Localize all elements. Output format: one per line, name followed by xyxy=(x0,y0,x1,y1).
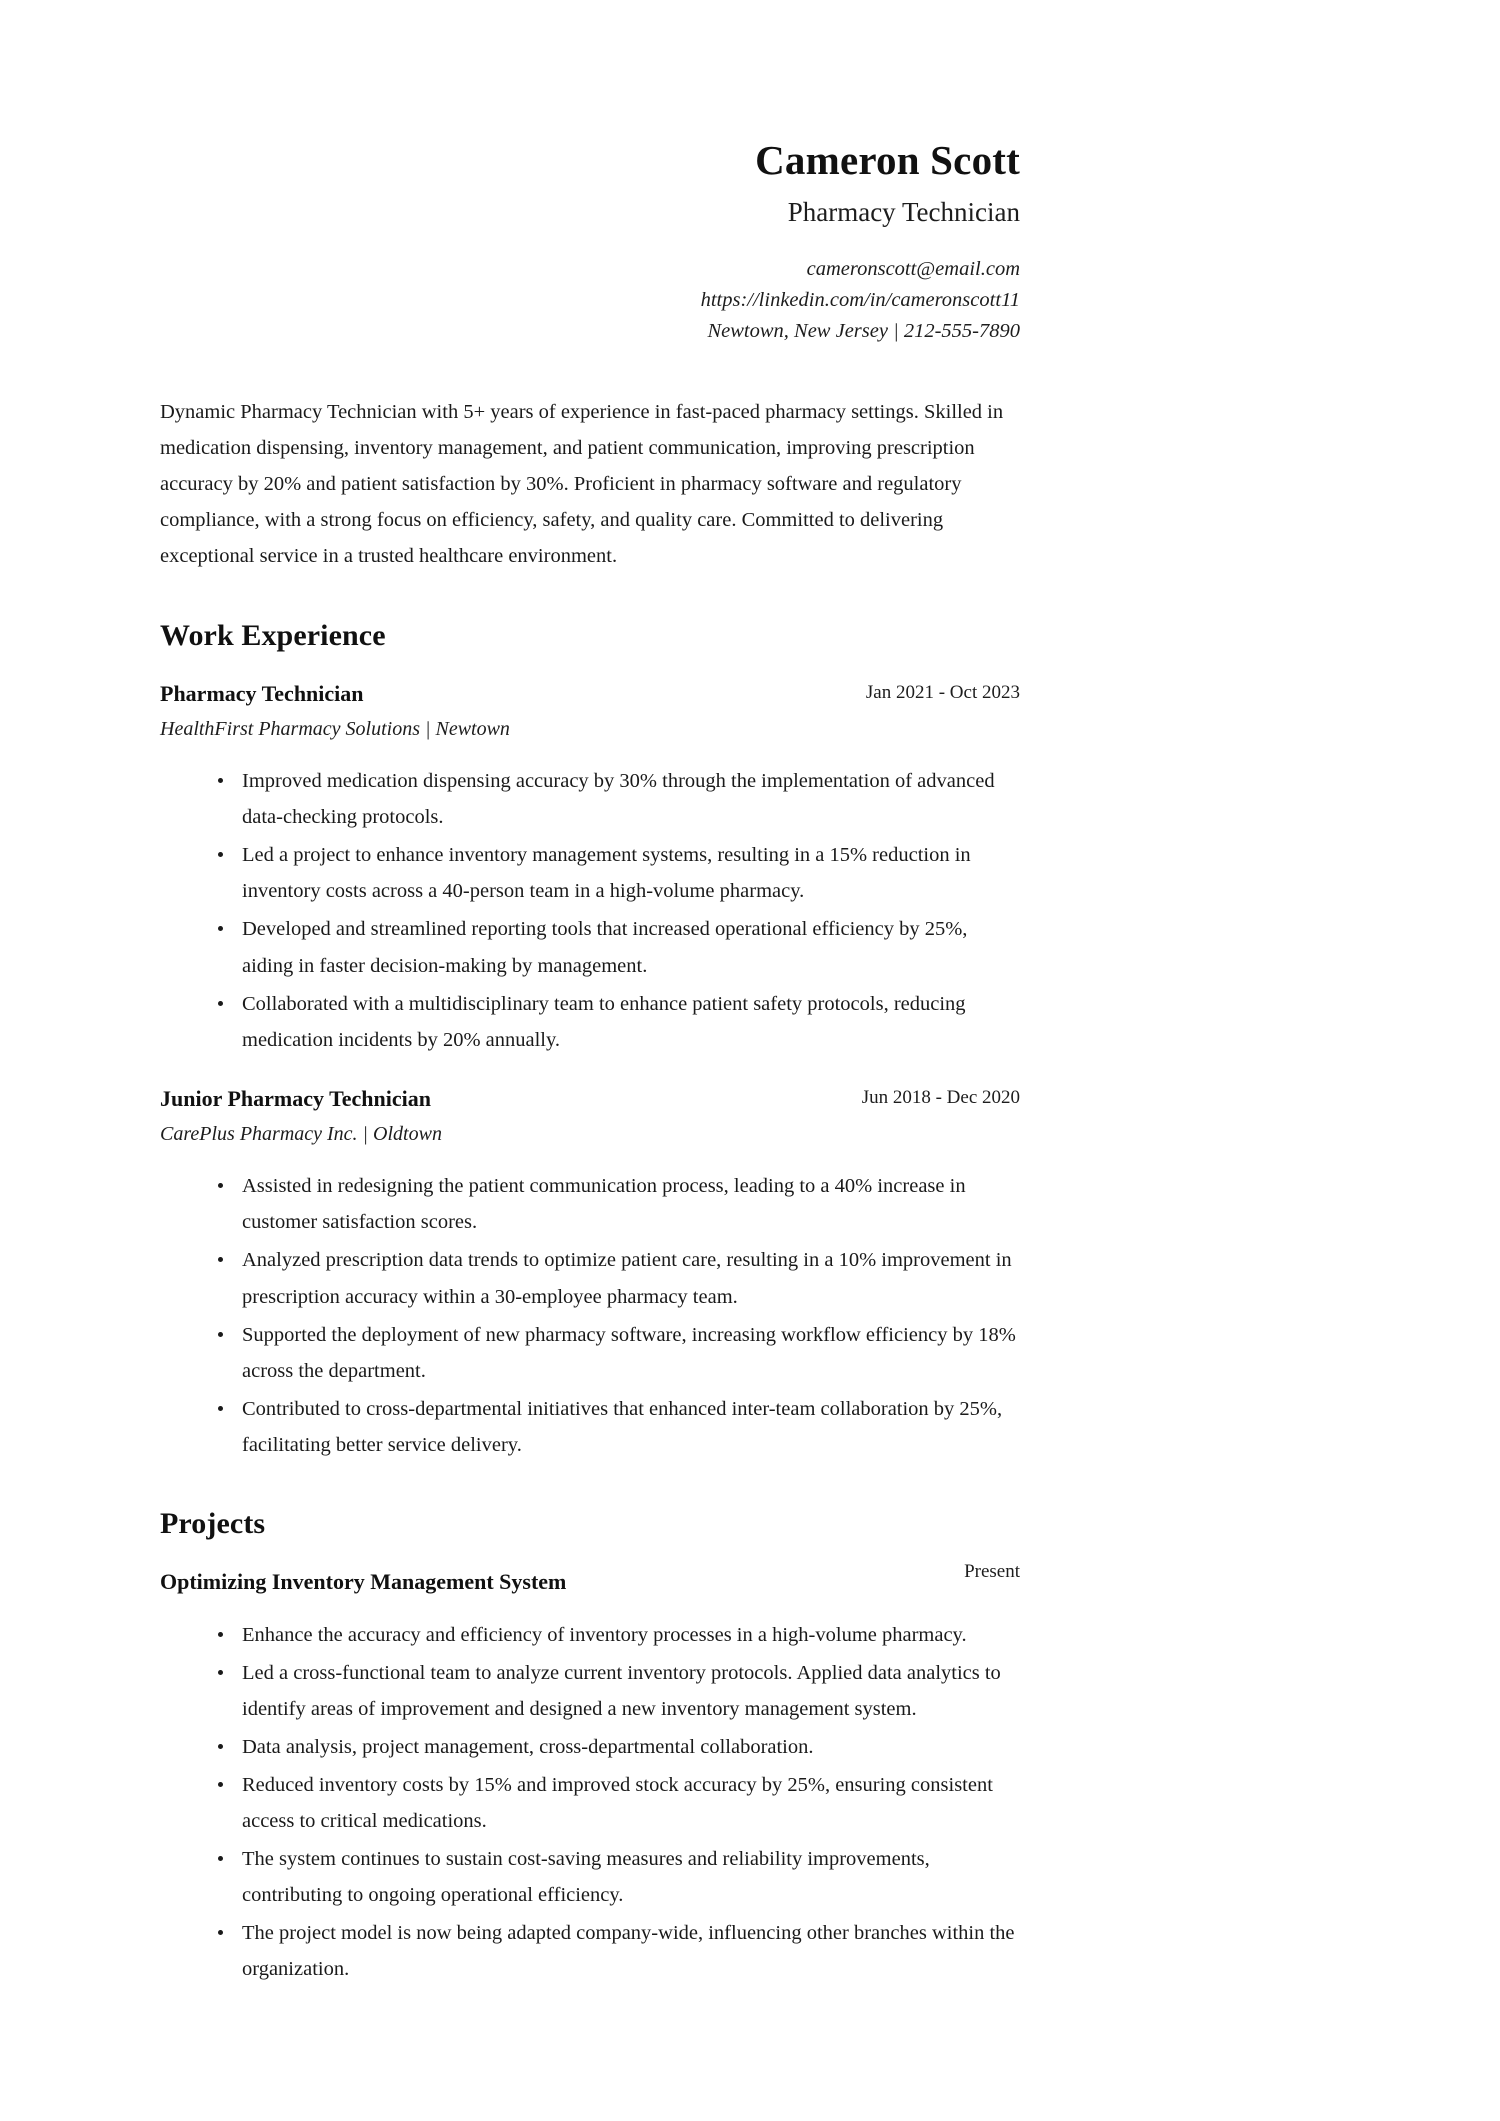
list-item: Developed and streamlined reporting tools that increased operational efficiency by 25%, aiding in faster decision-making by management. xyxy=(218,911,1020,983)
contact-location-phone: Newtown, New Jersey | 212-555-7890 xyxy=(707,319,1020,342)
work-entry-company: CarePlus Pharmacy Inc. | Oldtown xyxy=(160,1123,442,1146)
work-entry-date: Jan 2021 - Oct 2023 xyxy=(865,681,1020,703)
list-item: Contributed to cross-departmental initiatives that enhanced inter-team collaboration by 25%, facilitating better service delivery. xyxy=(218,1391,1020,1463)
list-item: The system continues to sustain cost-saving measures and reliability improvements, contributing to ongoing operational efficiency. xyxy=(218,1841,1020,1913)
section-title-projects: Projects xyxy=(160,1506,266,1540)
list-item: Supported the deployment of new pharmacy software, increasing workflow efficiency by 18% across the department. xyxy=(218,1317,1020,1389)
candidate-name: Cameron Scott xyxy=(755,137,1020,183)
work-entry-title: Junior Pharmacy Technician xyxy=(160,1085,431,1111)
list-item: Data analysis, project management, cross-departmental collaboration. xyxy=(218,1729,1020,1765)
list-item: The project model is now being adapted company-wide, influencing other branches within the organization. xyxy=(218,1915,1020,1987)
resume-body xyxy=(0,394,1180,1987)
section-title-work-experience: Work Experience xyxy=(160,618,386,652)
professional-summary xyxy=(160,394,1020,574)
list-item: Led a project to enhance inventory management systems, resulting in a 15% reduction in inventory costs across a 40-person team in a high-volume pharmacy. xyxy=(218,837,1020,909)
contact-block xyxy=(0,254,1020,347)
summary-text: Dynamic Pharmacy Technician with 5+ years of experience in fast-paced pharmacy settings. Skilled in medication dispensing, inventory management, and patient communication, improving prescription accuracy by 20% and patient satisfaction by 30%. Proficient in pharmacy software and regulatory compliance, with a strong focus on efficiency, safety, and quality care. Committed to delivering exceptional service in a trusted healthcare environment. xyxy=(160,401,1004,568)
project-entry-title: Optimizing Inventory Management System xyxy=(160,1568,567,1594)
list-item: Enhance the accuracy and efficiency of inventory processes in a high-volume pharmacy. xyxy=(218,1617,1020,1653)
list-item: Analyzed prescription data trends to optimize patient care, resulting in a 10% improvement in prescription accuracy within a 30-employee pharmacy team. xyxy=(218,1242,1020,1314)
project-entry xyxy=(160,1560,1020,1987)
work-entry-date: Jun 2018 - Dec 2020 xyxy=(861,1086,1020,1108)
work-entry-header xyxy=(160,680,1020,709)
list-item: Assisted in redesigning the patient communication process, leading to a 40% increase in customer satisfaction scores. xyxy=(218,1168,1020,1240)
work-entry-header xyxy=(160,1085,1020,1114)
contact-email[interactable]: cameronscott@email.com xyxy=(806,257,1020,280)
project-entry-date: Present xyxy=(964,1560,1020,1582)
list-item: Improved medication dispensing accuracy by 30% through the implementation of advanced data-checking protocols. xyxy=(218,763,1020,835)
candidate-job-title: Pharmacy Technician xyxy=(787,196,1020,227)
work-entry-bullets xyxy=(160,763,1020,1058)
work-entry-bullets xyxy=(160,1168,1020,1463)
list-item: Collaborated with a multidisciplinary team to enhance patient safety protocols, reducing medication incidents by 20% annually. xyxy=(218,986,1020,1058)
work-entry-company: HealthFirst Pharmacy Solutions | Newtown xyxy=(160,718,510,741)
section-projects xyxy=(160,1507,1020,1987)
contact-linkedin[interactable]: https://linkedin.com/in/cameronscott11 xyxy=(700,288,1020,311)
work-entry xyxy=(160,1085,1020,1463)
list-item: Reduced inventory costs by 15% and improved stock accuracy by 25%, ensuring consistent access to critical medications. xyxy=(218,1767,1020,1839)
project-entry-header xyxy=(160,1560,1020,1597)
project-entry-bullets xyxy=(160,1617,1020,1988)
work-entry xyxy=(160,680,1020,1058)
section-work-experience xyxy=(160,619,1020,1463)
work-entry-title: Pharmacy Technician xyxy=(160,680,364,706)
resume-header xyxy=(0,0,1180,347)
list-item: Led a cross-functional team to analyze current inventory protocols. Applied data analytics to identify areas of improvement and designed a new inventory management system. xyxy=(218,1655,1020,1727)
